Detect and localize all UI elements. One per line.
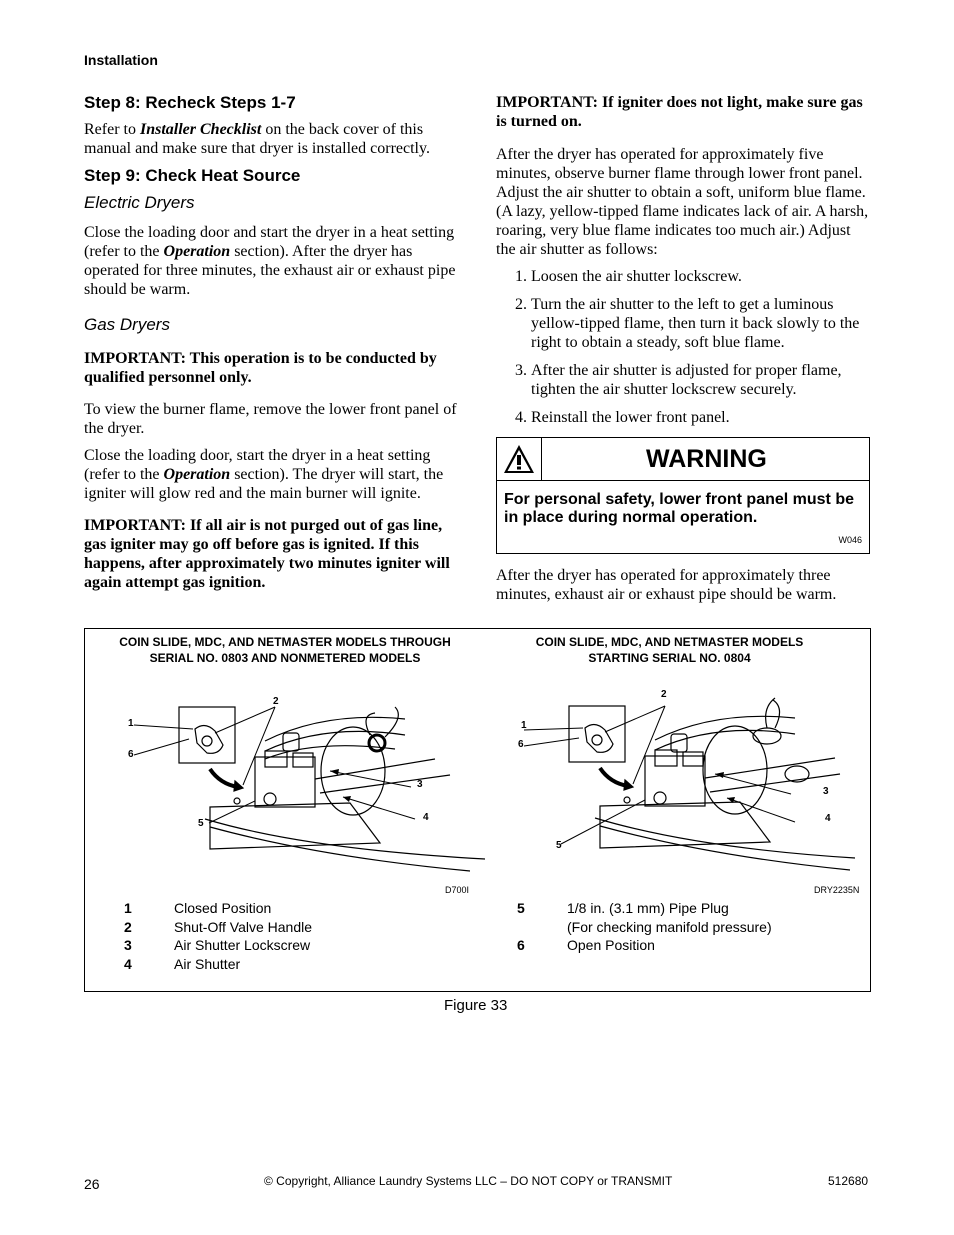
callout-4-right: 4: [825, 813, 831, 824]
igniter: [369, 735, 385, 751]
document-number: 512680: [828, 1174, 869, 1188]
callout-4-left: 4: [423, 812, 429, 823]
right-column: [496, 93, 870, 612]
step9-heading: Step 9: Check Heat Source: [84, 166, 301, 185]
legend-item: 1 Closed Position: [124, 900, 272, 916]
figure-code-left: D700I: [445, 885, 470, 895]
callout-2-right: 2: [661, 689, 667, 700]
page-number: 26: [84, 1176, 100, 1192]
adjust-steps-list: [496, 267, 870, 427]
operation-ref: Operation: [163, 466, 231, 483]
callout-2-left: 2: [273, 696, 279, 707]
operation-ref: Operation: [163, 243, 231, 260]
warning-box: [496, 437, 870, 554]
legend-item: (For checking manifold pressure): [567, 918, 772, 935]
warning-body: [497, 481, 869, 553]
electric-dryers-heading: Electric Dryers: [84, 193, 195, 212]
gas-important-purge: IMPORTANT: If all air is not purged out of gas line, gas igniter may go off before gas is ignited. If this happens, after approximately two minutes igniter will again attempt gas ignition.: [84, 517, 450, 591]
callout-3-left: 3: [417, 779, 423, 790]
section-label: Installation: [84, 52, 158, 68]
gas-view-text: To view the burner flame, remove the lower front panel of the dryer.: [84, 401, 457, 437]
warning-triangle-icon: [497, 438, 542, 480]
installer-checklist-ref: Installer Checklist: [139, 121, 262, 138]
flame-text: After the dryer has operated for approximately five minutes, observe burner flame through lower front panel. Adjust the air shutter to obtain a soft, uniform blue flame. (A lazy, yellow-tipped flame indicates lack of air. A harsh, roaring, very blue flame indicates too much air.) Adjust the air shutter as follows:: [496, 146, 869, 258]
warning-text: For personal safety, lower front panel must be in place during normal operation.: [504, 491, 854, 526]
callout-6-left: 6: [128, 749, 134, 760]
callout-6-right: 6: [518, 739, 524, 750]
gas-important-note: IMPORTANT: This operation is to be conducted by qualified personnel only.: [84, 350, 437, 386]
legend-item: 5 1/8 in. (3.1 mm) Pipe Plug: [517, 900, 729, 916]
legend-item: 6 Open Position: [517, 937, 655, 953]
warning-code: W046: [838, 535, 862, 545]
gas-dryers-heading: Gas Dryers: [84, 315, 170, 334]
figure-code-right: DRY2235N: [814, 885, 860, 895]
gas-close-text: Close the loading door, start the dryer in a heat setting (refer to the Operation section). The dryer will start, the igniter will glow red and the main burner will ignite.: [84, 447, 444, 502]
callout-1-left: 1: [128, 718, 134, 729]
legend-left: [124, 899, 312, 973]
list-item: 2. Turn the air shutter to the left to get a luminous yellow-tipped flame, then turn it back slowly to the right to obtain a steady, soft blue flame.: [531, 295, 870, 352]
arrow-curve: [210, 769, 238, 787]
electric-text: Close the loading door and start the dryer in a heat setting (refer to the Operation section). After the dryer has operated for three minutes, the exhaust air or exhaust pipe should be warm.: [84, 224, 456, 298]
copyright-notice: © Copyright, Alliance Laundry Systems LLC – DO NOT COPY or TRANSMIT: [264, 1174, 673, 1188]
callout-3-right: 3: [823, 786, 829, 797]
list-item: 4. Reinstall the lower front panel.: [531, 408, 870, 427]
warning-title: WARNING: [646, 444, 767, 473]
after-text: After the dryer has operated for approximately three minutes, exhaust air or exhaust pipe should be warm.: [496, 567, 837, 603]
figure-33-box: [84, 628, 871, 992]
legend-item: 2 Shut-Off Valve Handle: [124, 918, 313, 935]
igniter-important-note: IMPORTANT: If igniter does not light, make sure gas is turned on.: [496, 94, 863, 130]
legend-item: 4 Air Shutter: [124, 955, 241, 972]
legend-right: [517, 899, 772, 955]
valve-illustration-right: [505, 684, 865, 924]
list-item: 3. After the air shutter is adjusted for proper flame, tighten the air shutter lockscrew securely.: [531, 361, 870, 399]
figure-caption: Figure 33: [444, 997, 508, 1014]
warning-header: [497, 438, 869, 481]
legend-item: 3 Air Shutter Lockscrew: [124, 937, 311, 953]
inset-frame: [179, 707, 235, 763]
callout-5-right: 5: [556, 840, 562, 851]
step8-heading: Step 8: Recheck Steps 1-7: [84, 93, 296, 112]
step8-text: Refer to Installer Checklist on the back cover of this manual and make sure that dryer is installed correctly.: [84, 121, 430, 157]
list-item: 1. Loosen the air shutter lockscrew.: [531, 267, 870, 286]
callout-1-right: 1: [521, 720, 527, 731]
figure-left-heading: COIN SLIDE, MDC, AND NETMASTER MODELS THROUGH SERIAL NO. 0803 AND NONMETERED MODELS: [119, 635, 451, 665]
valve-illustration-left: [115, 689, 485, 929]
callout-5-left: 5: [198, 818, 204, 829]
figure-right-heading: COIN SLIDE, MDC, AND NETMASTER MODELS STARTING SERIAL NO. 0804: [535, 635, 804, 665]
valve-handle-inset: [195, 725, 223, 753]
left-column: [84, 93, 462, 605]
